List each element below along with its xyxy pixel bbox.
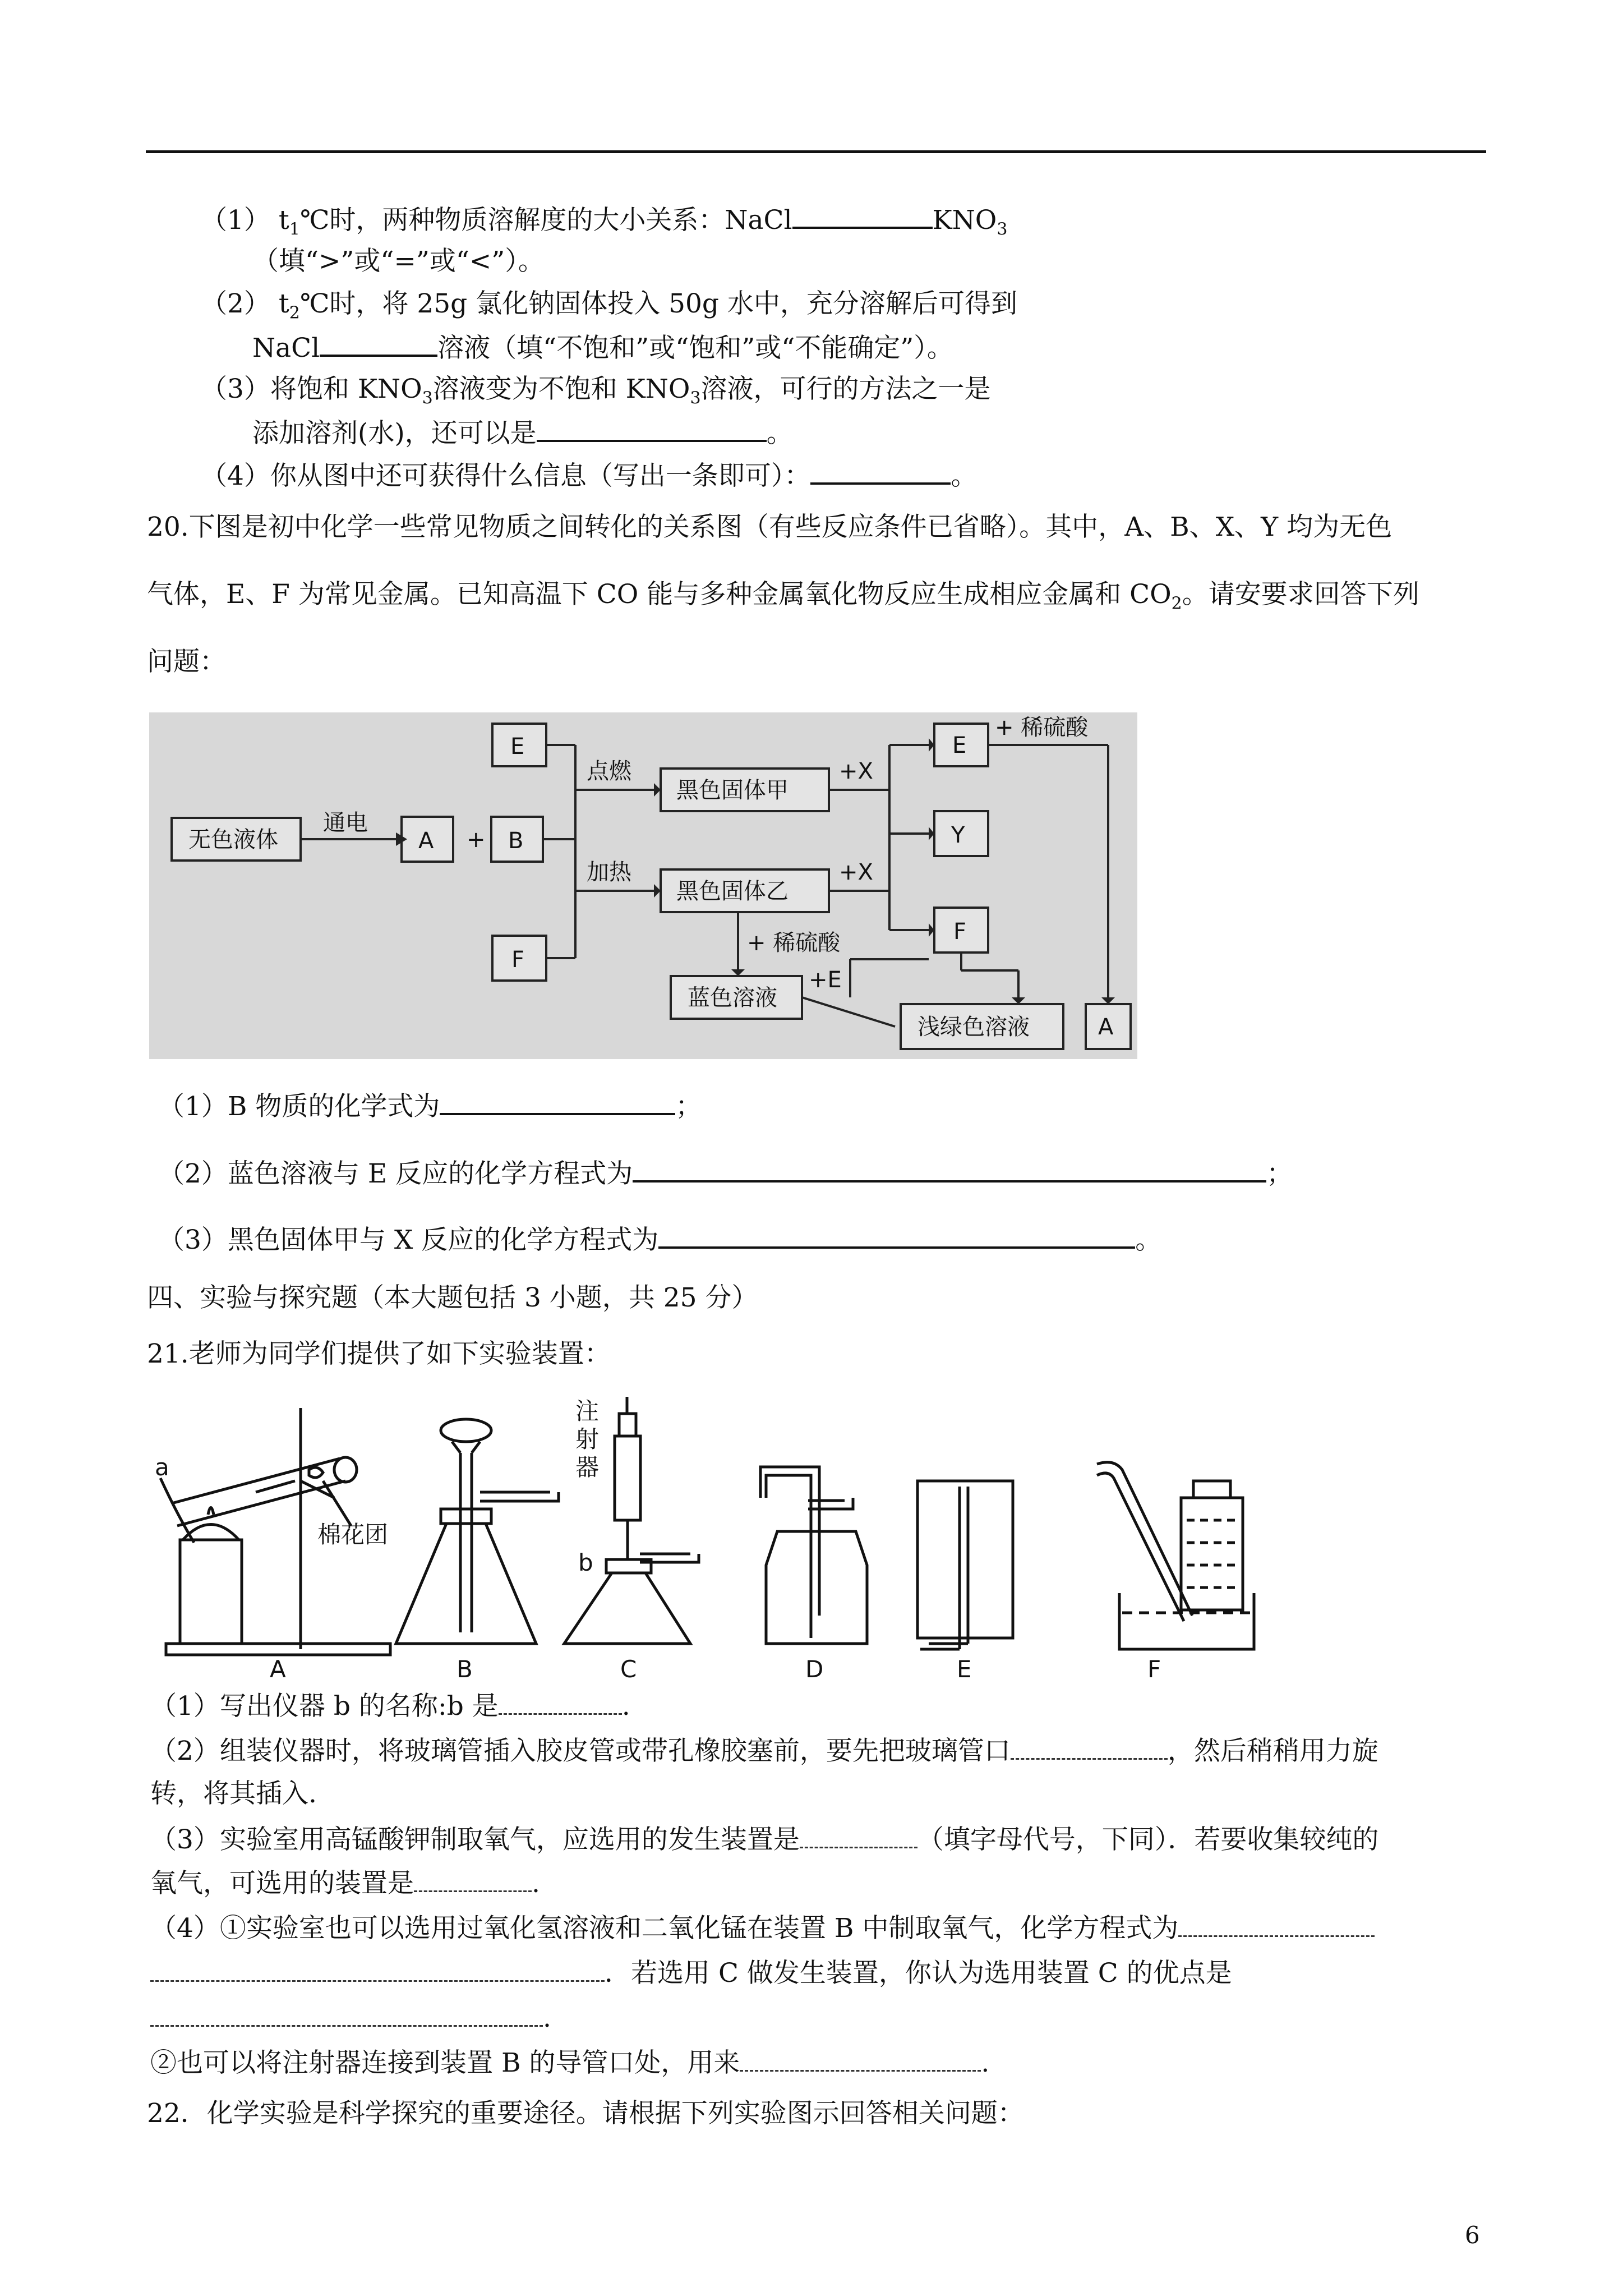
answer-blank[interactable]: [792, 202, 933, 229]
label-E-top: E: [510, 734, 525, 760]
q21-intro: 21.老师为同学们提供了如下实验装置：: [147, 1338, 611, 1369]
answer-blank[interactable]: [810, 458, 951, 485]
label-syringe-3: 器: [575, 1453, 600, 1481]
label-colorless-liquid: 无色液体: [188, 827, 278, 853]
q20-relation-diagram: [149, 712, 1137, 1059]
answer-blank[interactable]: [1178, 1911, 1375, 1937]
answer-blank[interactable]: [800, 1822, 917, 1848]
q20-stem-line1: 20.下图是初中化学一些常见物质之间转化的关系图（有些反应条件已省略）。其中，A、B、X、Y 均为无色: [147, 512, 1393, 542]
q21-sub4-cont2: .: [150, 2000, 551, 2035]
label-blue-solution: 蓝色溶液: [688, 985, 777, 1011]
label-black-solid-B: 黑色固体乙: [676, 878, 789, 904]
answer-blank[interactable]: [658, 1222, 1135, 1249]
label-b: b: [578, 1549, 593, 1576]
label-plusE: +E: [809, 967, 842, 993]
label-F-right: F: [953, 919, 967, 945]
apparatus-D: [760, 1467, 867, 1644]
q20-answer1: （1）B 物质的化学式为 ；: [158, 1088, 702, 1124]
label-apparatus-C: C: [620, 1655, 637, 1683]
q19-part2: （2） $t_2℃$时，将 25g 氯化钠固体投入 50g 水中，充分溶解后可得到: [201, 288, 1017, 323]
label-a: a: [155, 1453, 169, 1481]
label-A-right: A: [1098, 1014, 1114, 1040]
apparatus-F: [1097, 1462, 1254, 1649]
page-number: 6: [1465, 2221, 1480, 2249]
label-E-right: E: [952, 733, 967, 758]
q19-part2-cont: NaCl 溶液（填“不饱和”或“饱和”或“不能确定”）。: [252, 330, 953, 365]
q21-sub2-cont: 转，将其插入.: [150, 1778, 317, 1809]
label-plusX-2: +X: [839, 859, 873, 885]
answer-blank[interactable]: [414, 1866, 532, 1892]
label-ignite: 点燃: [587, 758, 631, 784]
answer-blank[interactable]: [633, 1156, 1266, 1182]
q21-sub3-cont: 氧气，可选用的装置是 .: [150, 1866, 540, 1901]
answer-blank[interactable]: [499, 1688, 622, 1715]
q19-part1: （1） $t_1℃$时，两种物质溶解度的大小关系：NaCl $KNO_3$: [201, 202, 1007, 246]
header-rule: [146, 150, 1486, 153]
q19-part3-cont: 添加溶剂(水)，还可以是 。: [252, 415, 793, 450]
q19-part1-hint: （填“>”或“=”或“<”）。: [252, 246, 545, 277]
label-apparatus-E: E: [957, 1655, 972, 1683]
q21-sub5: ②也可以将注射器连接到装置 B 的导管口处，用来 .: [150, 2045, 989, 2080]
label-syringe-2: 射: [575, 1425, 600, 1453]
label-green-solution: 浅绿色溶液: [917, 1014, 1030, 1040]
q21-sub1: （1）写出仪器 b 的名称:b 是 .: [150, 1688, 630, 1723]
label-A: A: [418, 828, 434, 854]
answer-blank[interactable]: [537, 415, 767, 442]
label-plus: +: [467, 827, 486, 853]
q22-stem: 22．化学实验是科学探究的重要途径。请根据下列实验图示回答相关问题：: [147, 2098, 1024, 2129]
answer-blank[interactable]: [150, 2000, 543, 2027]
label-F-bottom: F: [511, 947, 525, 973]
q20-stem-line3: 问题：: [147, 646, 226, 677]
answer-blank[interactable]: [740, 2045, 981, 2072]
q20-answer3: （3）黑色固体甲与 X 反应的化学方程式为 。: [158, 1222, 1161, 1257]
label-heat: 加热: [587, 859, 631, 885]
label-black-solid-A: 黑色固体甲: [676, 777, 789, 803]
label-Y: Y: [951, 822, 965, 848]
apparatus-B: [396, 1419, 559, 1644]
label-apparatus-B: B: [457, 1655, 473, 1683]
label-acid-middle: + 稀硫酸: [747, 930, 841, 956]
q21-sub2: （2）组装仪器时，将玻璃管插入胶皮管或带孔橡胶塞前，要先把玻璃管口 ，然后稍稍用力旋: [150, 1733, 1378, 1768]
q21-sub4-cont: ．若选用 C 做发生装置，你认为选用装置 C 的优点是: [150, 1955, 1232, 1990]
q20-stem-line2: 气体，E、F 为常见金属。已知高温下 CO 能与多种金属氧化物反应生成相应金属和 $CO_2$。请安要求回答下列: [147, 579, 1419, 614]
label-cotton: 棉花团: [317, 1521, 389, 1548]
label-electrolysis: 通电: [323, 810, 368, 836]
label-apparatus-A: A: [270, 1655, 286, 1683]
label-B: B: [508, 828, 524, 854]
q19-part3: （3）将饱和 $KNO_3$溶液变为不饱和 $KNO_3$溶液，可行的方法之一是: [201, 374, 991, 408]
answer-blank[interactable]: [150, 1955, 605, 1982]
q20-answer2: （2）蓝色溶液与 E 反应的化学方程式为 ；: [158, 1156, 1293, 1191]
apparatus-E: [917, 1481, 1013, 1649]
label-apparatus-F: F: [1147, 1655, 1161, 1683]
answer-blank[interactable]: [1011, 1733, 1168, 1760]
q21-sub4: （4）①实验室也可以选用过氧化氢溶液和二氧化锰在装置 B 中制取氧气，化学方程式为: [150, 1911, 1375, 1945]
q21-apparatus-figure: [149, 1397, 1321, 1683]
answer-blank[interactable]: [440, 1088, 675, 1115]
label-acid-top: + 稀硫酸: [995, 715, 1089, 740]
q19-part4: （4）你从图中还可获得什么信息（写出一条即可）： 。: [201, 458, 977, 493]
label-apparatus-D: D: [805, 1655, 824, 1683]
section-4-heading: 四、实验与探究题（本大题包括 3 小题，共 25 分）: [147, 1282, 758, 1313]
label-plusX-1: +X: [839, 758, 873, 784]
answer-blank[interactable]: [320, 330, 437, 357]
label-syringe-1: 注: [575, 1397, 600, 1425]
q21-sub3: （3）实验室用高锰酸钾制取氧气，应选用的发生装置是 （填字母代号，下同）．若要收集较纯的: [150, 1822, 1378, 1857]
